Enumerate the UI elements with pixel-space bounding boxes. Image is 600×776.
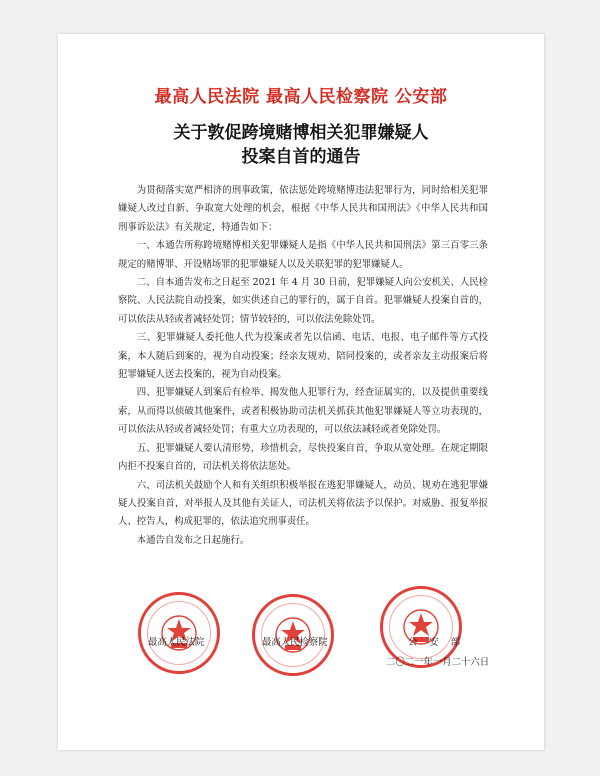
signatory-police: 公 安 部 <box>408 637 460 648</box>
signatory-procuratorate: 最高人民检察院 <box>262 637 328 648</box>
issuing-authorities: 最高人民法院 最高人民检察院 公安部 <box>154 87 448 107</box>
paragraph-effective: 本通告自发布之日起施行。 <box>136 534 250 546</box>
paragraph-preamble: 为贯彻落实宽严相济的刑事政策，依法惩处跨境赌博违法犯罪行为，同时给相关犯罪嫌疑人改过自新、争取宽大处理的机会，根据《中华人民共和国刑法》《中华人民共和国刑事诉讼法》有关规定，特通告如下： <box>118 185 488 233</box>
paragraph-2: 二、自本通告发布之日起至 2021 年 4 月 30 日前，犯罪嫌疑人向公安机关、人民检察院、人民法院自动投案，如实供述自己的罪行的，属于自首。犯罪嫌疑人投案自首的，可以依法从轻或者减轻处罚；情节较轻的，可以依法免除处罚。 <box>118 277 488 325</box>
notice-title-line-2: 投案自首的通告 <box>241 147 361 167</box>
signatory-court: 最高人民法院 <box>148 637 205 648</box>
notice-document <box>58 34 544 750</box>
paragraph-4: 四、犯罪嫌疑人到案后有检举、揭发他人犯罪行为，经查证属实的，以及提供重要线索，从而得以侦破其他案件，或者积极协助司法机关抓获其他犯罪嫌疑人等立功表现的，可以依法从轻或者减轻处罚；有重大立功表现的，可以依法减轻或者免除处罚。 <box>118 387 488 436</box>
notice-date: 二〇二一年一月二十六日 <box>386 657 490 668</box>
notice-body <box>118 182 488 550</box>
notice-title-line-1: 关于敦促跨境赌博相关犯罪嫌疑人 <box>173 123 429 143</box>
court-seal <box>138 592 220 674</box>
national-emblem-icon <box>141 595 217 671</box>
paragraph-5: 五、犯罪嫌疑人要认清形势，珍惜机会，尽快投案自首，争取从宽处理。在规定期限内拒不投案自首的，司法机关将依法惩处。 <box>118 442 488 473</box>
paragraph-1: 一、本通告所称跨境赌博相关犯罪嫌疑人是指《中华人民共和国刑法》第三百零三条规定的赌博罪、开设赌场罪的犯罪嫌疑人以及关联犯罪的犯罪嫌疑人。 <box>118 240 488 270</box>
paragraph-3: 三、犯罪嫌疑人委托他人代为投案或者先以信函、电话、电报、电子邮件等方式投案，本人随后到案的，视为自动投案；经亲友规劝、陪同投案的，或者亲友主动报案后将犯罪嫌疑人送去投案的，视为自动投案。 <box>118 332 488 381</box>
paragraph-6: 六、司法机关鼓励个人和有关组织积极举报在逃犯罪嫌疑人，动员、规劝在逃犯罪嫌疑人投案自首，对举报人及其他有关证人，司法机关将依法予以保护。对威胁、报复举报人、控告人，构成犯罪的，依法追究刑事责任。 <box>118 479 488 528</box>
